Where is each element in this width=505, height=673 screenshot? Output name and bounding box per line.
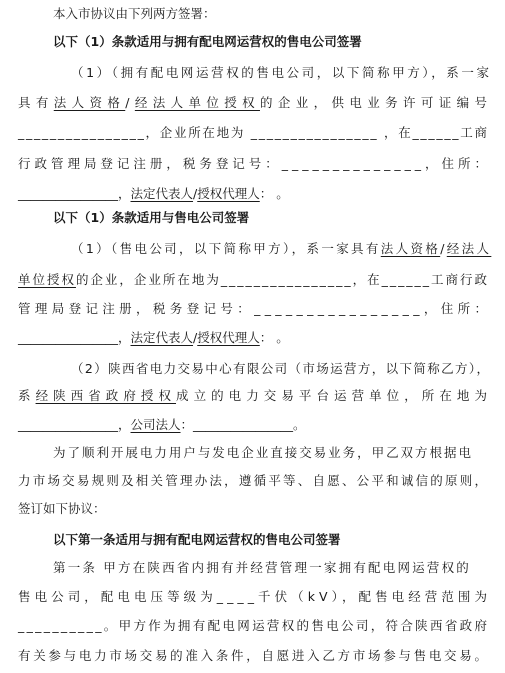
text-segment: 系 (18, 388, 36, 403)
text-segment: 的企业，企业所在地为________________，在______工商行政 (75, 272, 489, 287)
text-segment: ： 。 (259, 330, 289, 345)
line-text (18, 469, 489, 493)
text-segment: ________________， (18, 330, 131, 345)
text-segment: / (125, 95, 135, 110)
text-line (0, 2, 505, 26)
text-line (0, 268, 505, 292)
text-line (0, 297, 505, 321)
text-segment: 的企业，供电业务许可证编号 (259, 95, 493, 110)
line-text (53, 556, 471, 580)
section-heading (0, 528, 505, 552)
text-segment: 本入市协议由下列两方签署： (53, 6, 216, 21)
text-line (0, 585, 505, 609)
text-line (0, 384, 505, 408)
line-text (18, 297, 491, 321)
line-text (53, 206, 249, 230)
line-text (53, 30, 362, 54)
text-segment: 管理局登记注册，税务登记号：________________，住所： (18, 301, 492, 316)
text-segment: （2）陕西省电力交易中心有限公司（市场运营方，以下简称乙方）， (71, 361, 491, 376)
text-line (0, 644, 505, 668)
text-segment: ： 。 (259, 186, 289, 201)
underlined-term: 法人资格 (53, 95, 126, 110)
text-segment: __________。甲方作为拥有配电网运营权的售电公司，符合陕西省政府 (18, 618, 490, 633)
line-text (53, 441, 473, 465)
text-segment: （1）（售电公司，以下简称甲方），系一家具有 (71, 241, 381, 256)
text-line (0, 441, 505, 465)
underlined-term: 法定代表人 (130, 330, 194, 345)
line-text (18, 497, 106, 521)
text-line (0, 556, 505, 580)
line-text (18, 182, 289, 206)
text-segment: ________________， (18, 417, 131, 432)
line-text (53, 2, 216, 26)
text-line (0, 61, 505, 85)
text-line (0, 413, 505, 437)
underlined-term: 授权代理人 (197, 186, 260, 201)
text-segment: 具有 (18, 95, 54, 110)
text-segment: 售电公司，配电电压等级为____千伏（kV），配售电经营范围为 (18, 589, 492, 604)
text-segment: / (440, 241, 447, 256)
text-segment: 力市场交易规则及相关管理办法，遵循平等、自愿、公平和诚信的原则， (18, 473, 490, 488)
text-line (0, 182, 505, 206)
text-line (0, 237, 505, 261)
underlined-term: 法定代表人 (130, 186, 194, 201)
text-line (0, 497, 505, 521)
underlined-term: 经法人 (446, 241, 492, 256)
text-line (0, 152, 505, 176)
line-text (71, 357, 490, 381)
text-segment: / (193, 330, 198, 345)
text-segment: 以下（1）条款适用与拥有配电网运营权的售电公司签署 (53, 34, 362, 49)
text-segment: 为了顺利开展电力用户与发电企业直接交易业务，甲乙双方根据电 (53, 445, 473, 460)
text-line (0, 357, 505, 381)
underlined-term: 授权代理人 (197, 330, 260, 345)
section-heading (0, 30, 505, 54)
line-text (18, 91, 492, 115)
text-segment: 以下第一条适用与拥有配电网运营权的售电公司签署 (53, 532, 341, 547)
line-text (18, 268, 489, 292)
line-text (53, 528, 341, 552)
section-heading (0, 206, 505, 230)
text-segment: ________________， (18, 186, 131, 201)
underlined-term: 经陕西省政府授权 (35, 388, 177, 403)
line-text (18, 384, 492, 408)
underlined-term: 公司法人 (130, 417, 181, 432)
line-text (18, 413, 306, 437)
underlined-term: 经法人单位授权 (134, 95, 260, 110)
text-segment: ________________，企业所在地为 ________________ ，在______工商 (18, 125, 489, 140)
line-text (71, 61, 492, 85)
text-segment: 第一条 甲方在陕西省内拥有并经营管理一家拥有配电网运营权的 (53, 560, 471, 575)
text-line (0, 91, 505, 115)
text-segment: ：________________。 (180, 417, 306, 432)
line-text (18, 121, 489, 145)
line-text (18, 152, 491, 176)
line-text (18, 644, 490, 668)
underlined-term: 单位授权 (18, 272, 76, 287)
line-text (71, 237, 491, 261)
underlined-term: 法人资格 (380, 241, 441, 256)
line-text (18, 585, 491, 609)
text-segment: （1）（拥有配电网运营权的售电公司，以下简称甲方），系一家 (71, 65, 492, 80)
text-segment: 成立的电力交易平台运营单位，所在地为 (176, 388, 493, 403)
text-segment: 以下（1）条款适用与售电公司签署 (53, 210, 250, 225)
line-text (18, 614, 489, 638)
text-line (0, 469, 505, 493)
text-segment: 行政管理局登记注册，税务登记号：______________，住所： (18, 156, 491, 171)
text-segment: 签订如下协议： (18, 501, 106, 516)
line-text (18, 326, 289, 350)
text-line (0, 326, 505, 350)
text-segment: 有关参与电力市场交易的准入条件，自愿进入乙方市场参与售电交易。 (18, 648, 490, 663)
text-line (0, 121, 505, 145)
text-line (0, 614, 505, 638)
text-segment: / (193, 186, 198, 201)
